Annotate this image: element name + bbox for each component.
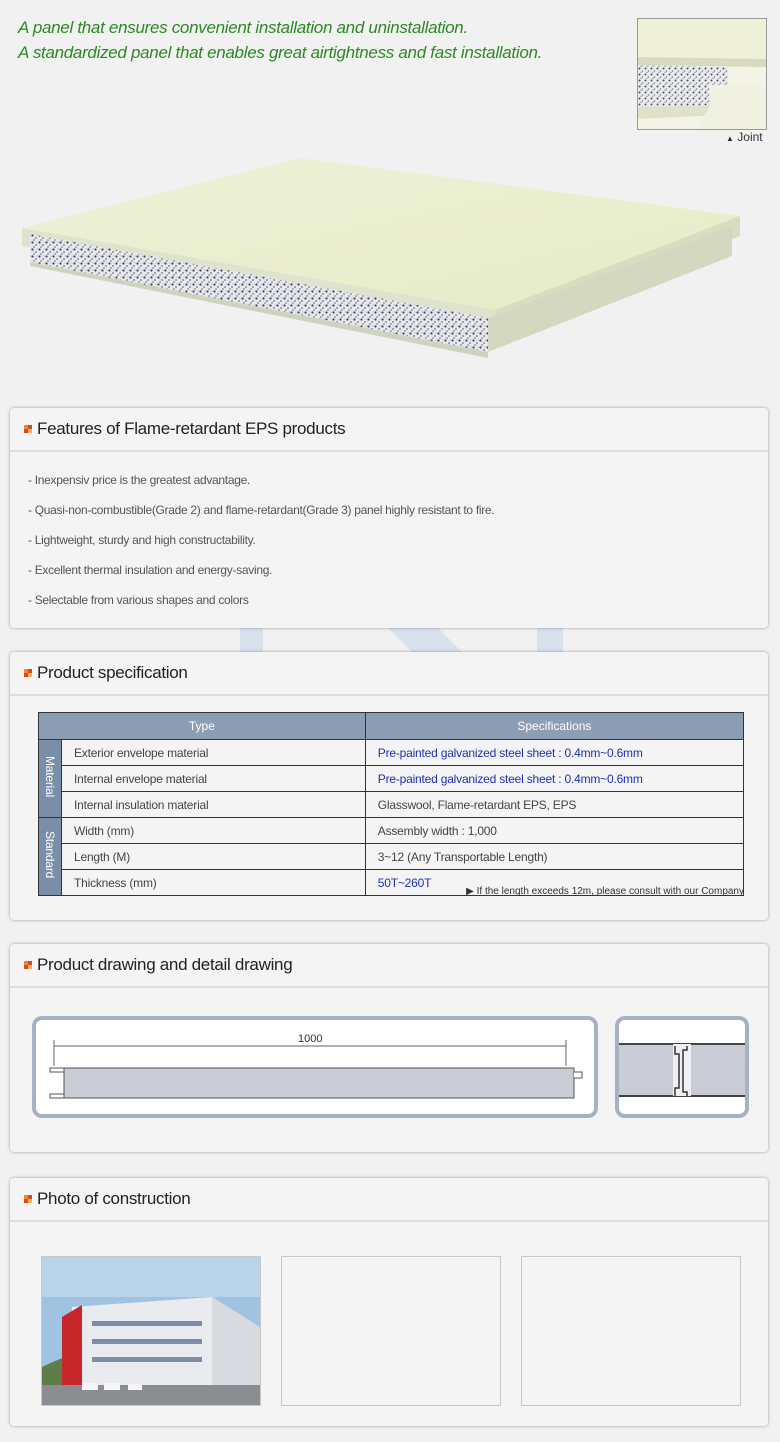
row-type: Exterior envelope material	[62, 740, 366, 766]
row-value: Assembly width : 1,000	[365, 818, 743, 844]
spec-section	[10, 652, 768, 920]
group-standard: Standard	[39, 818, 62, 896]
product-drawing	[32, 1016, 598, 1118]
list-item: - Selectable from various shapes and colors	[28, 593, 249, 607]
group-material: Material	[39, 740, 62, 818]
table-row	[39, 766, 744, 792]
table-row	[39, 740, 744, 766]
joint-caption: ▲ Joint	[726, 130, 763, 144]
row-value: 3~12 (Any Transportable Length)	[365, 844, 743, 870]
section-bullet-icon	[24, 669, 32, 677]
construction-photo-empty[interactable]	[281, 1256, 501, 1406]
photo-title: Photo of construction	[37, 1189, 191, 1208]
tagline-2: A standardized panel that enables great airtightness and fast installation.	[18, 43, 543, 62]
list-item: - Inexpensiv price is the greatest advantage.	[28, 473, 250, 487]
row-value: Pre-painted galvanized steel sheet : 0.4mm~0.6mm	[365, 740, 743, 766]
features-section	[10, 408, 768, 628]
row-value: 50T~260T	[365, 870, 743, 896]
table-row	[39, 844, 744, 870]
row-type: Internal insulation material	[62, 792, 366, 818]
drawing-section	[10, 944, 768, 1152]
features-title: Features of Flame-retardant EPS products	[37, 419, 346, 438]
row-value: Pre-painted galvanized steel sheet : 0.4mm~0.6mm	[365, 766, 743, 792]
spec-table	[38, 712, 744, 896]
list-item: - Quasi-non-combustible(Grade 2) and flame-retardant(Grade 3) panel highly resistant to fire.	[28, 503, 495, 517]
dimension-label: 1000	[298, 1033, 323, 1045]
panel-illustration	[10, 150, 770, 380]
section-bullet-icon	[24, 961, 32, 969]
construction-photo-empty[interactable]	[521, 1256, 741, 1406]
construction-photo[interactable]	[41, 1256, 261, 1406]
photo-section	[10, 1178, 768, 1426]
table-row	[39, 818, 744, 844]
row-value: Glasswool, Flame-retardant EPS, EPS	[365, 792, 743, 818]
section-bullet-icon	[24, 1195, 32, 1203]
row-type: Length (M)	[62, 844, 366, 870]
list-item: - Excellent thermal insulation and energy-saving.	[28, 563, 273, 577]
spec-title: Product specification	[37, 663, 188, 682]
col-header-type: Type	[39, 713, 366, 740]
col-header-spec: Specifications	[365, 713, 743, 740]
row-type: Width (mm)	[62, 818, 366, 844]
table-row	[39, 792, 744, 818]
row-type: Internal envelope material	[62, 766, 366, 792]
detail-drawing	[615, 1016, 749, 1118]
list-item: - Lightweight, sturdy and high constructability.	[28, 533, 256, 547]
drawing-title: Product drawing and detail drawing	[37, 955, 293, 974]
features-list	[10, 452, 768, 618]
length-note: ▶ If the length exceeds 12m, please consult with our Company	[466, 886, 744, 897]
section-bullet-icon	[24, 425, 32, 433]
joint-image	[637, 18, 767, 130]
tagline-1: A panel that ensures convenient installation and uninstallation.	[18, 18, 468, 37]
row-type: Thickness (mm)	[62, 870, 366, 896]
